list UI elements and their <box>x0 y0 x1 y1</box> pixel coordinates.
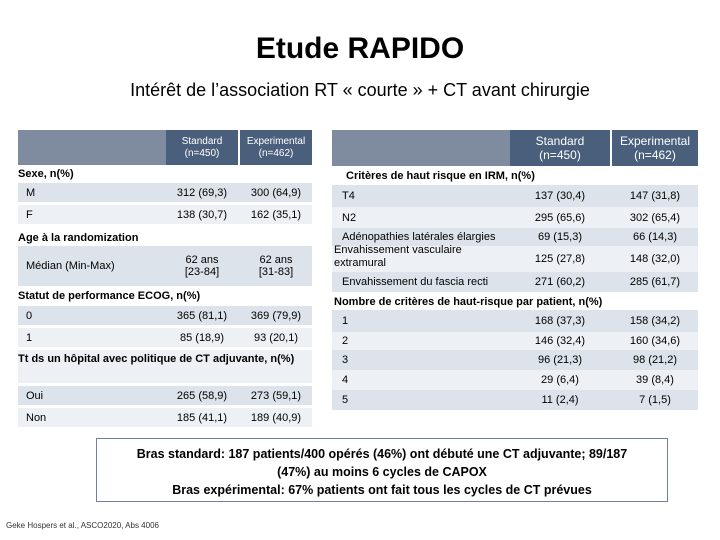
cell-exp-n2c: 160 (34,6) <box>629 335 681 347</box>
row-label-n2c: 2 <box>342 335 349 347</box>
cell-std-f: 138 (30,7) <box>176 208 228 221</box>
cell-exp-oui: 273 (59,1) <box>250 389 302 402</box>
cell-exp-n3: 98 (21,2) <box>632 354 678 366</box>
section-age: Age à la randomization <box>18 232 139 244</box>
section-ecog: Statut de performance ECOG, n(%) <box>18 290 201 302</box>
cell-std-adeno: 69 (15,3) <box>537 231 583 243</box>
row-label-non: Non <box>26 411 47 424</box>
row-label-n4: 4 <box>342 374 349 386</box>
row-label-t4: T4 <box>342 190 355 202</box>
cell-std-ecog0: 365 (81,1) <box>176 309 228 322</box>
row-label-f: F <box>26 208 33 221</box>
note-line-1: Bras standard: 187 patients/400 opérés (46%) ont débuté une CT adjuvante; 89/187 <box>136 447 628 461</box>
cell-std-n3: 96 (21,3) <box>537 354 583 366</box>
cell-std-n4: 29 (6,4) <box>541 374 579 386</box>
summary-note-box <box>96 438 668 502</box>
row-label-envasc: Envahissement vasculaire extramural <box>334 244 462 269</box>
cell-std-n2c: 146 (32,4) <box>534 335 586 347</box>
cell-exp-ecog0: 369 (79,9) <box>250 309 302 322</box>
left-header-experimental: Experimental (n=462) <box>240 130 312 165</box>
cell-exp-median: 62 ans [31-83] <box>258 254 294 278</box>
cell-std-n5: 11 (2,4) <box>541 394 579 406</box>
slide-title: Etude RAPIDO <box>255 32 465 65</box>
section-sexe: Sexe, n(%) <box>18 168 74 180</box>
cell-std-enfascia: 271 (60,2) <box>534 276 586 288</box>
row-label-oui: Oui <box>26 389 44 402</box>
cell-exp-m: 300 (64,9) <box>250 186 302 199</box>
cell-exp-non: 189 (40,9) <box>250 411 302 424</box>
right-header-blank <box>332 130 510 166</box>
slide-subtitle: Intérêt de l’association RT « courte » + CT avant chirurgie <box>130 80 590 100</box>
cell-exp-enfascia: 285 (61,7) <box>629 276 681 288</box>
cell-std-m: 312 (69,3) <box>176 186 228 199</box>
left-header-standard: Standard (n=450) <box>166 130 238 165</box>
cell-exp-f: 162 (35,1) <box>250 208 302 221</box>
cell-exp-n1: 158 (34,2) <box>629 315 681 327</box>
section-nombre: Nombre de critères de haut-risque par patient, n(%) <box>334 296 603 308</box>
citation-footer: Geke Hospers et al., ASCO2020, Abs 4006 <box>6 521 159 530</box>
row-label-n3: 3 <box>342 354 349 366</box>
row-label-n5: 5 <box>342 394 349 406</box>
right-header-experimental: Experimental (n=462) <box>612 130 698 166</box>
cell-exp-adeno: 66 (14,3) <box>632 231 678 243</box>
cell-exp-n5: 7 (1,5) <box>639 394 671 406</box>
row-label-n2: N2 <box>342 211 357 224</box>
cell-std-non: 185 (41,1) <box>176 411 228 424</box>
cell-exp-envasc: 148 (32,0) <box>629 253 681 265</box>
cell-exp-ecog1: 93 (20,1) <box>253 331 299 344</box>
row-label-adeno: Adénopathies latérales élargies <box>342 231 496 243</box>
section-hopital: Tt ds un hôpital avec politique de CT adjuvante, n(%) <box>18 353 295 365</box>
cell-std-median: 62 ans [23-84] <box>184 254 220 278</box>
cell-exp-t4: 147 (31,8) <box>629 190 681 202</box>
cell-std-envasc: 125 (27,8) <box>534 253 586 265</box>
row-label-m: M <box>26 186 36 199</box>
right-header-standard: Standard (n=450) <box>510 130 610 166</box>
cell-exp-n4: 39 (8,4) <box>636 374 674 386</box>
cell-std-n1: 168 (37,3) <box>534 315 586 327</box>
left-header-blank <box>18 130 166 165</box>
section-criteres: Critères de haut risque en IRM, n(%) <box>346 170 535 182</box>
row-label-ecog0: 0 <box>26 309 33 322</box>
row-label-ecog1: 1 <box>26 331 33 344</box>
note-line-3: Bras expérimental: 67% patients ont fait tous les cycles de CT prévues <box>172 483 592 497</box>
cell-std-oui: 265 (58,9) <box>176 389 228 402</box>
cell-std-n2: 295 (65,6) <box>534 211 586 224</box>
note-line-2: (47%) au moins 6 cycles de CAPOX <box>277 465 487 479</box>
cell-std-t4: 137 (30,4) <box>534 190 586 202</box>
row-label-median: Médian (Min-Max) <box>26 260 115 272</box>
cell-exp-n2: 302 (65,4) <box>629 211 681 224</box>
row-label-enfascia: Envahissement du fascia recti <box>342 276 489 288</box>
row-label-n1: 1 <box>342 315 349 327</box>
cell-std-ecog1: 85 (18,9) <box>179 331 225 344</box>
